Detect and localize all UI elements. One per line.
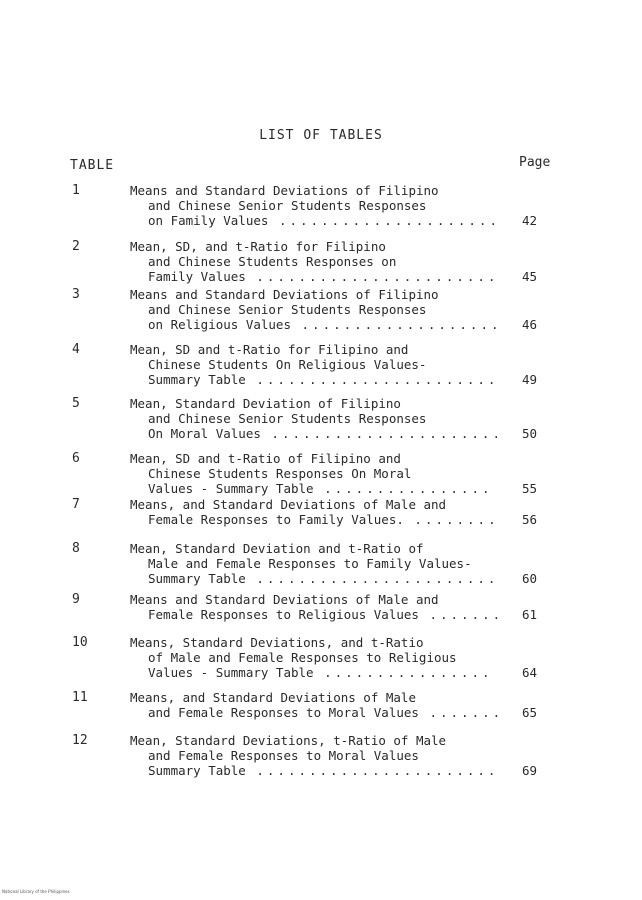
toc-entry-number: 12 xyxy=(72,733,88,748)
toc-entry-line: Mean, Standard Deviation of Filipino xyxy=(130,396,401,411)
dot-leader: ................... xyxy=(291,317,502,332)
dot-leader: ................ xyxy=(313,481,493,496)
toc-entry-line: Means and Standard Deviations of Male and xyxy=(130,592,439,607)
toc-entry-number: 9 xyxy=(72,592,80,607)
toc-entry-line: and Female Responses to Moral Values ....... xyxy=(148,705,504,720)
dot-leader: ....................... xyxy=(245,269,499,284)
dot-leader: ................ xyxy=(313,665,493,680)
toc-entry-number: 5 xyxy=(72,396,80,411)
toc-entry-number: 4 xyxy=(72,342,80,357)
dot-leader: ....................... xyxy=(245,763,499,778)
toc-entry-line: and Chinese Senior Students Responses xyxy=(148,198,427,213)
dot-leader: ..................... xyxy=(268,213,500,228)
toc-entry-line: Summary Table ....................... xyxy=(148,571,499,586)
toc-entry-number: 1 xyxy=(72,183,80,198)
toc-entry-page: 65 xyxy=(522,705,538,720)
toc-entry-number: 3 xyxy=(72,287,80,302)
toc-entry-page: 55 xyxy=(522,481,538,496)
toc-entry-page: 61 xyxy=(522,607,538,622)
toc-entry-line: Mean, SD and t-Ratio for Filipino and xyxy=(130,342,409,357)
toc-entry-line: and Chinese Senior Students Responses xyxy=(148,302,427,317)
dot-leader: ....................... xyxy=(245,372,499,387)
dot-leader: ........ xyxy=(403,512,499,527)
toc-entry-line: Mean, Standard Deviations, t-Ratio of Male xyxy=(130,733,447,748)
toc-entry-line: and Chinese Senior Students Responses xyxy=(148,411,427,426)
toc-entry-page: 64 xyxy=(522,665,538,680)
column-header-table: TABLE xyxy=(70,158,115,173)
toc-entry-line: Family Values ....................... xyxy=(148,269,499,284)
toc-entry-line: Female Responses to Family Values. ........ xyxy=(148,512,499,527)
toc-entry-line: Means, and Standard Deviations of Male xyxy=(130,690,416,705)
toc-entry-line: on Family Values ..................... xyxy=(148,213,500,228)
toc-entry-line: Mean, Standard Deviation and t-Ratio of xyxy=(130,541,424,556)
toc-entry-line: Summary Table ....................... xyxy=(148,372,499,387)
toc-entry-line: on Religious Values ................... xyxy=(148,317,502,332)
toc-entry-number: 10 xyxy=(72,635,88,650)
toc-entry-line: Mean, SD and t-Ratio of Filipino and xyxy=(130,451,401,466)
library-footer: National Library of the Philippines xyxy=(2,889,70,894)
toc-entry-line: Values - Summary Table ................ xyxy=(148,481,493,496)
toc-entry-line: Female Responses to Religious Values ....... xyxy=(148,607,504,622)
toc-entry-number: 7 xyxy=(72,497,80,512)
toc-entry-number: 2 xyxy=(72,239,80,254)
toc-entry-line: On Moral Values ...................... xyxy=(148,426,503,441)
toc-entry-page: 60 xyxy=(522,571,538,586)
dot-leader: ...................... xyxy=(260,426,503,441)
column-header-page: Page xyxy=(519,155,551,170)
toc-entry-line: and Chinese Students Responses on xyxy=(148,254,397,269)
toc-entry-line: Chinese Students Responses On Moral xyxy=(148,466,412,481)
dot-leader: ....... xyxy=(418,705,504,720)
toc-entry-line: Mean, SD, and t-Ratio for Filipino xyxy=(130,239,386,254)
toc-entry-page: 56 xyxy=(522,512,538,527)
toc-entry-number: 8 xyxy=(72,541,80,556)
toc-entry-page: 49 xyxy=(522,372,538,387)
toc-entry-line: Male and Female Responses to Family Values- xyxy=(148,556,472,571)
toc-entry-page: 69 xyxy=(522,763,538,778)
toc-entry-page: 42 xyxy=(522,213,538,228)
toc-entry-line: Means and Standard Deviations of Filipino xyxy=(130,287,439,302)
toc-entry-line: Chinese Students On Religious Values- xyxy=(148,357,427,372)
dot-leader: ....................... xyxy=(245,571,499,586)
toc-entry-line: Means, and Standard Deviations of Male and xyxy=(130,497,447,512)
toc-entry-line: Means, Standard Deviations, and t-Ratio xyxy=(130,635,424,650)
toc-entry-page: 50 xyxy=(522,426,538,441)
toc-entry-number: 6 xyxy=(72,451,80,466)
toc-entry-line: Summary Table ....................... xyxy=(148,763,499,778)
dot-leader: ....... xyxy=(418,607,504,622)
toc-entry-line: Means and Standard Deviations of Filipino xyxy=(130,183,439,198)
toc-entry-line: of Male and Female Responses to Religious xyxy=(148,650,457,665)
toc-entry-page: 45 xyxy=(522,269,538,284)
toc-entry-line: and Female Responses to Moral Values xyxy=(148,748,419,763)
toc-entry-line: Values - Summary Table ................ xyxy=(148,665,493,680)
toc-entry-page: 46 xyxy=(522,317,538,332)
toc-entry-number: 11 xyxy=(72,690,88,705)
page-title: LIST OF TABLES xyxy=(259,128,383,143)
